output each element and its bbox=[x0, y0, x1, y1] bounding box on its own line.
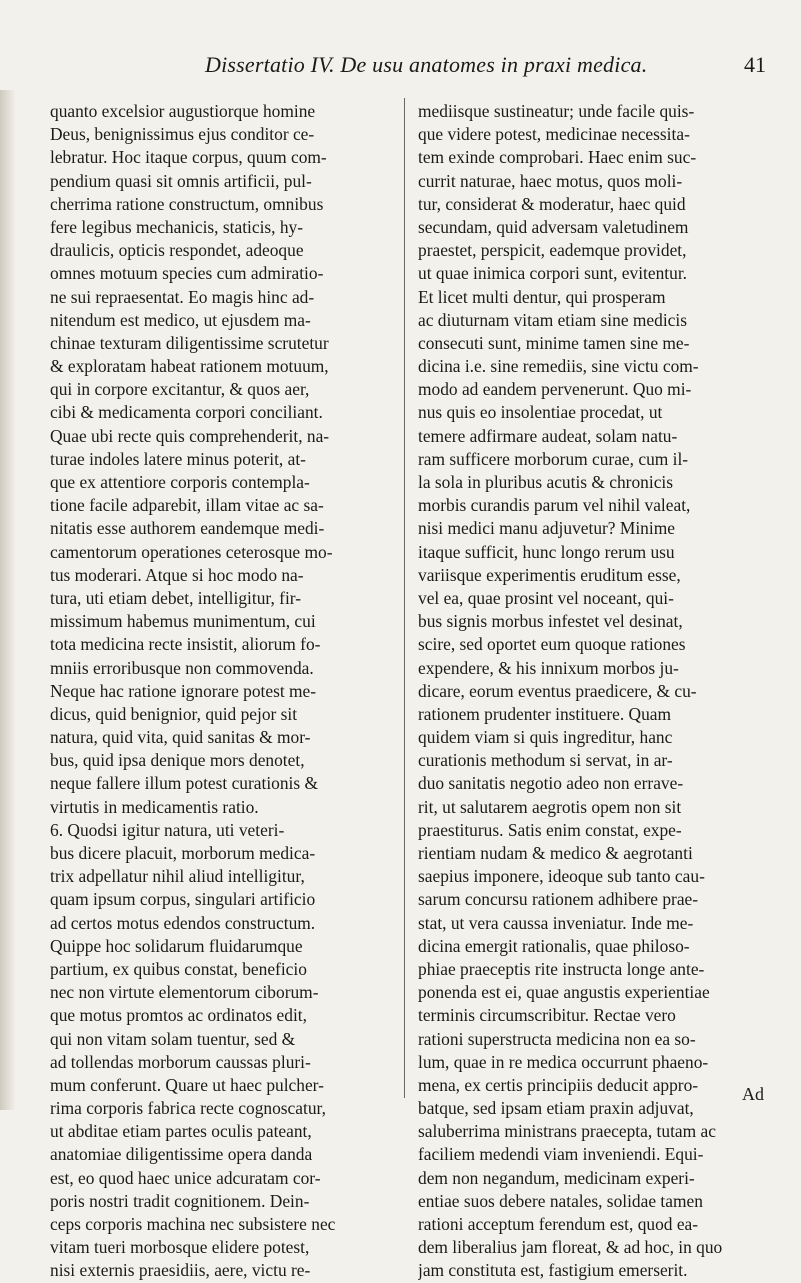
text-line: tus moderari. Atque si hoc modo na- bbox=[50, 564, 304, 585]
text-line: ceps corporis machina nec subsistere nec bbox=[50, 1214, 336, 1234]
text-line: dem liberalius jam floreat, & ad hoc, in quo bbox=[418, 1237, 723, 1258]
text-line: dicus, quid benignior, quid pejor sit bbox=[50, 703, 298, 724]
text-line: fere legibus mechanicis, staticis, hy- bbox=[50, 216, 304, 237]
text-line: partium, ex quibus constat, beneficio bbox=[50, 958, 307, 979]
text-line: stat, ut vera caussa inveniatur. Inde me- bbox=[418, 912, 694, 933]
text-line: saepius imponere, ideoque sub tanto cau- bbox=[418, 866, 705, 887]
text-line: mena, ex certis principiis deducit appro- bbox=[418, 1074, 699, 1095]
text-line: phiae praeceptis rite instructa longe ante- bbox=[418, 958, 705, 979]
text-line: ad certos motus edendos constructum. bbox=[50, 912, 316, 933]
text-line: ut abditae etiam partes oculis pateant, bbox=[50, 1121, 312, 1142]
text-line: mediisque sustineatur; unde facile quis- bbox=[418, 101, 695, 121]
text-line: que motus promtos ac ordinatos edit, bbox=[50, 1005, 307, 1026]
text-line: batque, sed ipsam etiam praxin adjuvat, bbox=[418, 1098, 694, 1119]
text-line: virtutis in medicamentis ratio. bbox=[50, 796, 259, 817]
text-line: dicina emergit rationalis, quae philoso- bbox=[418, 935, 690, 956]
text-line: & exploratam habeat rationem motuum, bbox=[50, 356, 329, 377]
text-line: bus, quid ipsa denique mors denotet, bbox=[50, 750, 305, 771]
page-number: 41 bbox=[744, 52, 766, 77]
text-line: omnes motuum species cum admiratio- bbox=[50, 263, 324, 284]
text-line: vitam tueri morbosque elidere potest, bbox=[50, 1237, 310, 1258]
text-line: terminis circumscribitur. Rectae vero bbox=[418, 1005, 676, 1026]
text-line: neque fallere illum potest curationis & bbox=[50, 773, 319, 794]
text-line: morbis curandis parum vel nihil valeat, bbox=[418, 495, 691, 516]
text-line: dem non negandum, medicinam experi- bbox=[418, 1167, 695, 1188]
text-line: Quippe hoc solidarum fluidarumque bbox=[50, 935, 303, 956]
text-line: 6. Quodsi igitur natura, uti veteri- bbox=[50, 819, 285, 840]
text-line: bus signis morbus infestet vel desinat, bbox=[418, 611, 683, 632]
text-line: faciliem medendi viam inveniendi. Equi- bbox=[418, 1144, 704, 1165]
text-line: rima corporis fabrica recte cognoscatur, bbox=[50, 1098, 326, 1119]
text-line: rientiam nudam & medico & aegrotanti bbox=[418, 843, 693, 863]
text-line: quanto excelsior augustiorque homine bbox=[50, 101, 316, 121]
text-line: rationi superstructa medicina non ea so- bbox=[418, 1028, 696, 1049]
text-line: que ex attentiore corporis contempla- bbox=[50, 472, 310, 492]
text-line: Et licet multi dentur, qui prosperam bbox=[418, 286, 666, 307]
text-line: trix adpellatur nihil aliud intelligitur, bbox=[50, 866, 305, 887]
text-line: tur, considerat & moderatur, haec quid bbox=[418, 193, 686, 214]
text-line: dicina i.e. sine remediis, sine victu com- bbox=[418, 356, 699, 377]
text-line: cherrima ratione constructum, omnibus bbox=[50, 193, 324, 214]
page-gutter-shadow bbox=[0, 90, 16, 1110]
text-line: vel ea, quae prosint vel noceant, qui- bbox=[418, 587, 674, 608]
catchword: Ad bbox=[742, 1084, 764, 1104]
text-line: draulicis, opticis respondet, adeoque bbox=[50, 240, 304, 261]
text-line: mum conferunt. Quare ut haec pulcher- bbox=[50, 1074, 324, 1095]
text-line: qui in corpore excitantur, & quos aer, bbox=[50, 379, 310, 400]
text-line: tem exinde comprobari. Haec enim suc- bbox=[418, 147, 697, 168]
text-line: scire, sed oportet eum quoque rationes bbox=[418, 634, 686, 655]
text-line: natura, quid vita, quid sanitas & mor- bbox=[50, 727, 311, 748]
text-line: secundam, quid adversam valetudinem bbox=[418, 216, 689, 237]
text-line: la sola in pluribus acutis & chronicis bbox=[418, 472, 674, 492]
text-line: ut quae inimica corpori sunt, evitentur. bbox=[418, 263, 688, 284]
text-line: sarum concursu rationem adhibere prae- bbox=[418, 889, 699, 910]
text-line: bus dicere placuit, morborum medica- bbox=[50, 843, 316, 863]
text-line: Deus, benignissimus ejus conditor ce- bbox=[50, 124, 315, 145]
text-line: nus quis eo insolentiae procedat, ut bbox=[418, 402, 663, 423]
column-divider bbox=[404, 98, 405, 1098]
text-line: temere adfirmare audeat, solam natu- bbox=[418, 425, 678, 446]
text-line: lebratur. Hoc itaque corpus, quum com- bbox=[50, 147, 327, 168]
text-line: tura, uti etiam debet, intelligitur, fir- bbox=[50, 587, 302, 608]
text-line: Neque hac ratione ignorare potest me- bbox=[50, 680, 317, 701]
text-line: nitatis esse authorem eandemque medi- bbox=[50, 518, 325, 539]
text-line: currit naturae, haec motus, quos moli- bbox=[418, 170, 683, 191]
text-line: nisi medici manu adjuvetur? Minime bbox=[418, 518, 675, 539]
text-line: praestiturus. Satis enim constat, expe- bbox=[418, 819, 682, 840]
text-line: tota medicina recte insistit, aliorum fo- bbox=[50, 634, 321, 655]
text-line: ram sufficere morborum curae, cum il- bbox=[418, 448, 689, 469]
text-line: curationis methodum si servat, in ar- bbox=[418, 750, 673, 771]
text-line: saluberrima ministrans praecepta, tutam ac bbox=[418, 1121, 716, 1142]
text-line: poris nostri tradit cognitionem. Dein- bbox=[50, 1190, 310, 1211]
left-text-column bbox=[50, 100, 400, 1283]
text-line: praestet, perspicit, eademque providet, bbox=[418, 240, 687, 261]
text-line: qui non vitam solam tuentur, sed & bbox=[50, 1028, 296, 1049]
text-line: duo sanitatis negotio adeo non errave- bbox=[418, 773, 684, 794]
text-line: pendium quasi sit omnis artificii, pul- bbox=[50, 170, 312, 191]
text-line: tione facile adparebit, illam vitae ac sa- bbox=[50, 495, 324, 516]
text-line: camentorum operationes ceterosque mo- bbox=[50, 541, 333, 562]
text-line: ponenda est ei, quae angustis experientiae bbox=[418, 982, 710, 1003]
text-line: jam constituta est, fastigium emerserit. bbox=[418, 1260, 688, 1281]
text-line: rationi acceptum ferendum est, quod ea- bbox=[418, 1214, 699, 1234]
text-line: rationem prudenter instituere. Quam bbox=[418, 703, 672, 724]
text-line: ne sui repraesentat. Eo magis hinc ad- bbox=[50, 286, 315, 307]
text-line: expendere, & his innixum morbos ju- bbox=[418, 657, 679, 678]
text-line: que videre potest, medicinae necessita- bbox=[418, 124, 690, 145]
text-line: nec non virtute elementorum ciborum- bbox=[50, 982, 319, 1003]
running-header bbox=[0, 52, 801, 92]
running-title: Dissertatio IV. De usu anatomes in praxi medica. bbox=[205, 52, 648, 77]
text-line: itaque sufficit, hunc longo rerum usu bbox=[418, 541, 675, 562]
text-line: lum, quae in re medica occurrunt phaeno- bbox=[418, 1051, 709, 1072]
text-line: nisi externis praesidiis, aere, victu re- bbox=[50, 1260, 311, 1281]
text-line: turae indoles latere minus poterit, at- bbox=[50, 448, 306, 469]
text-line: entiae suos debere natales, solidae tamen bbox=[418, 1190, 703, 1211]
text-line: Quae ubi recte quis comprehenderit, na- bbox=[50, 425, 330, 446]
text-line: quam ipsum corpus, singulari artificio bbox=[50, 889, 316, 910]
text-line: cibi & medicamenta corpori conciliant. bbox=[50, 402, 323, 423]
text-line: rit, ut salutarem aegrotis opem non sit bbox=[418, 796, 682, 817]
right-text-column bbox=[418, 100, 768, 1283]
text-line: ac diuturnam vitam etiam sine medicis bbox=[418, 309, 687, 330]
text-line: nitendum est medico, ut ejusdem ma- bbox=[50, 309, 311, 330]
text-line: anatomiae diligentissime opera danda bbox=[50, 1144, 313, 1165]
text-line: variisque experimentis eruditum esse, bbox=[418, 564, 681, 585]
text-line: modo ad eandem pervenerunt. Quo mi- bbox=[418, 379, 692, 400]
text-line: est, eo quod haec unice adcuratam cor- bbox=[50, 1167, 321, 1188]
text-line: consecuti sunt, minime tamen sine me- bbox=[418, 332, 690, 353]
text-line: ad tollendas morborum caussas pluri- bbox=[50, 1051, 311, 1072]
text-line: chinae texturam diligentissime scrutetur bbox=[50, 332, 329, 353]
text-line: dicare, eorum eventus praedicere, & cu- bbox=[418, 680, 697, 701]
text-line: mniis erroribusque non commovenda. bbox=[50, 657, 314, 678]
text-line: missimum habemus munimentum, cui bbox=[50, 611, 316, 632]
text-line: quidem viam si quis ingreditur, hanc bbox=[418, 727, 673, 748]
